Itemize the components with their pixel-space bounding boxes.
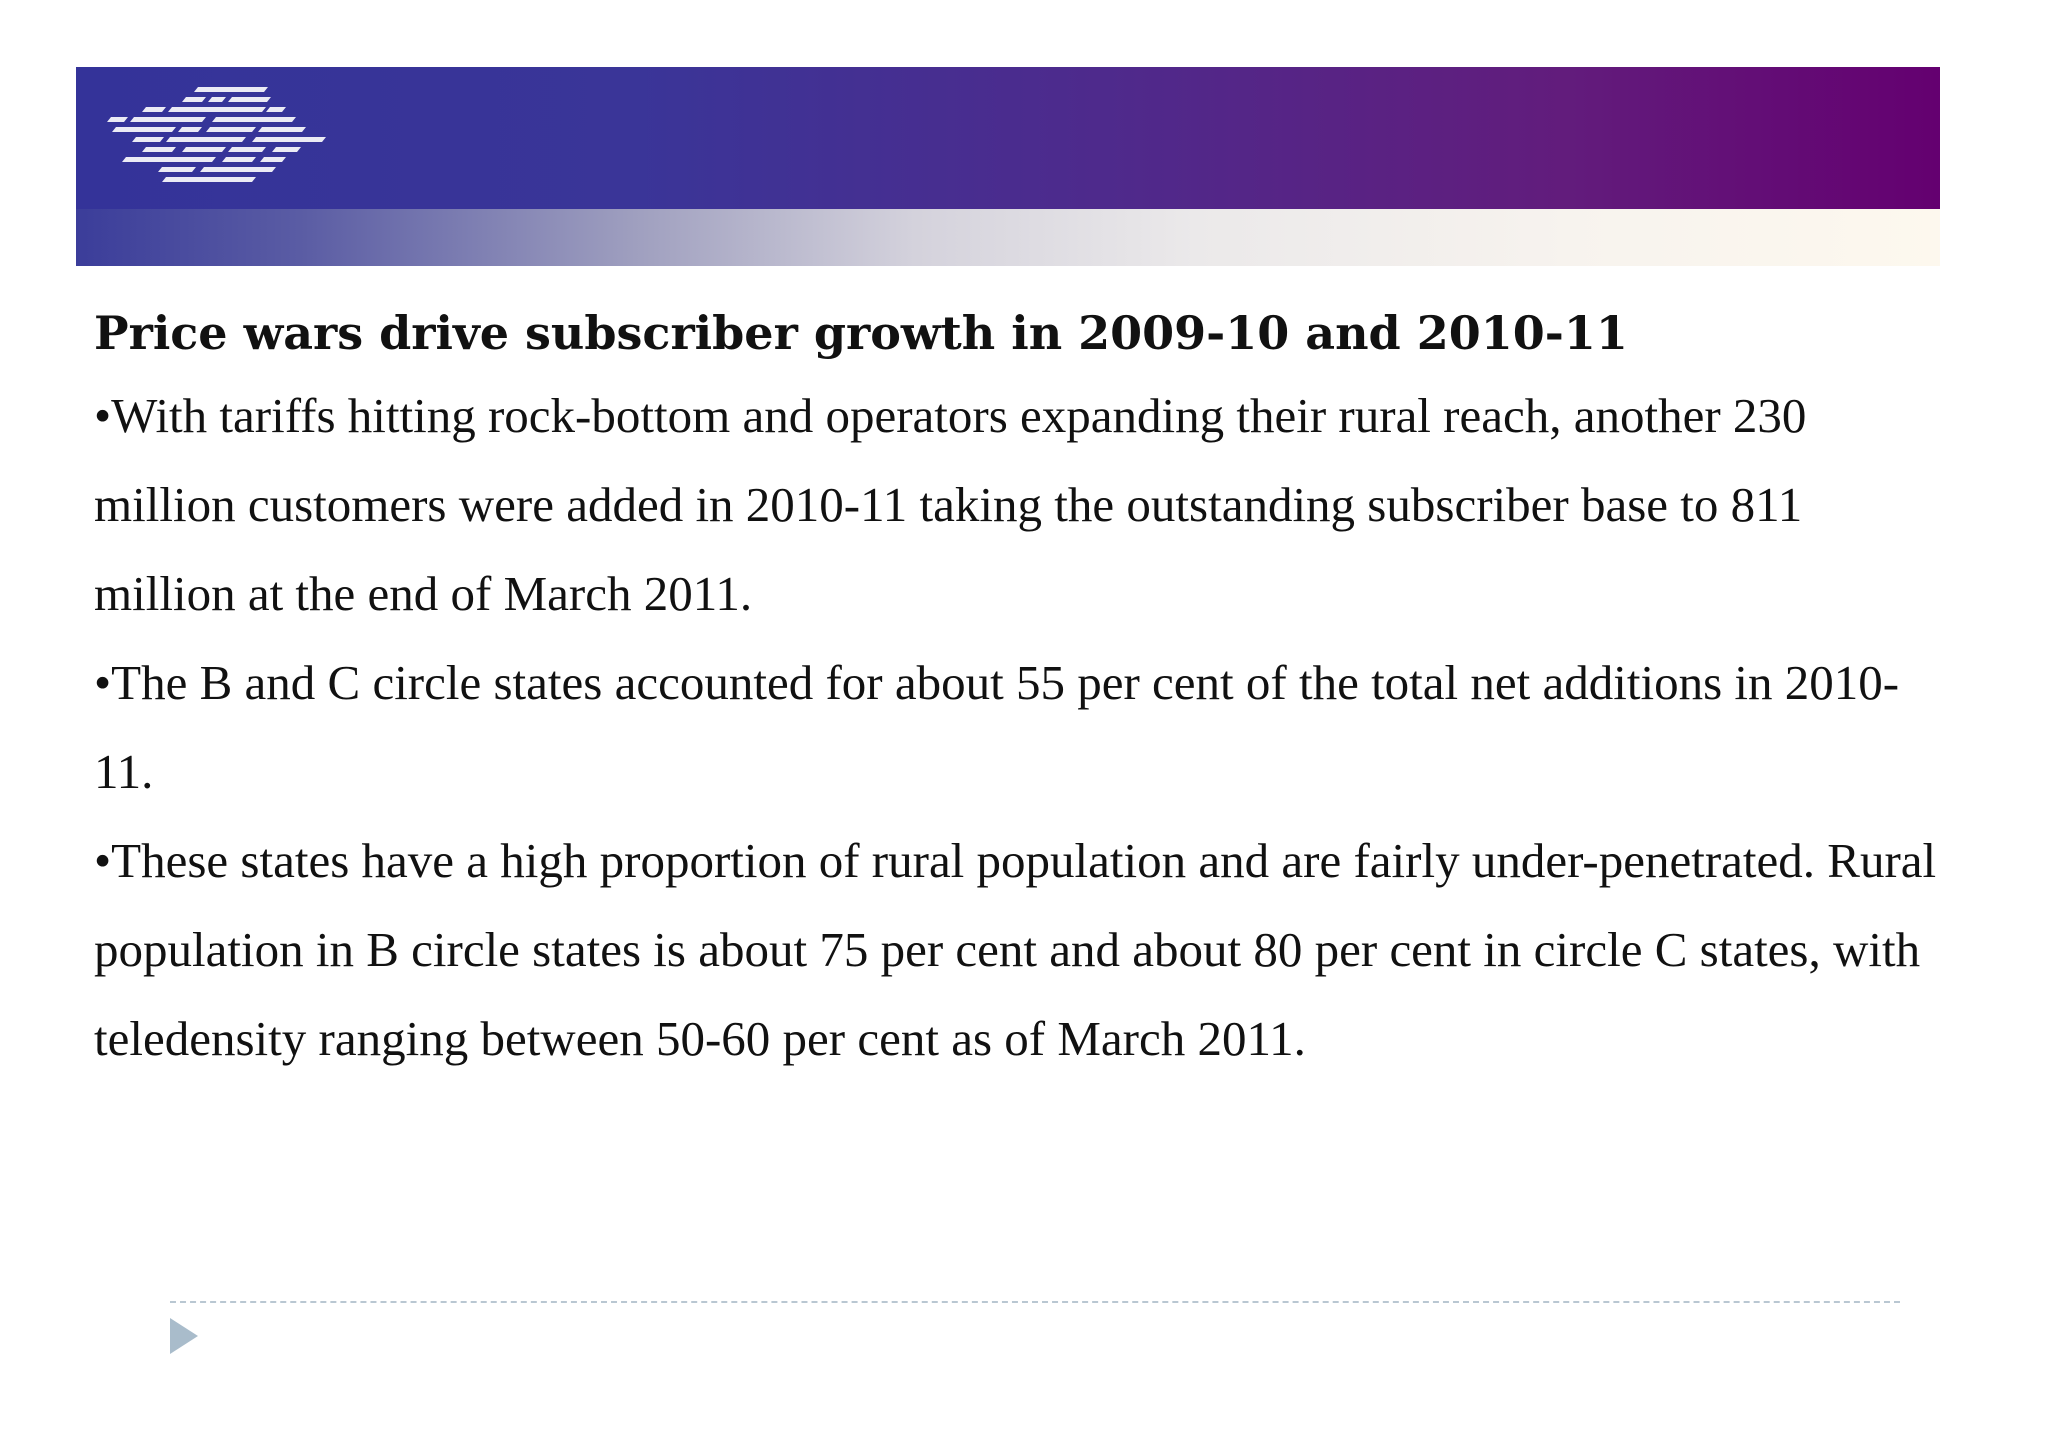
banner-fade-band xyxy=(76,209,1940,266)
slide-content xyxy=(94,295,1954,1083)
header-banner xyxy=(76,67,1940,266)
slide-title: Price wars drive subscriber growth in 2009-10 and 2010-11 xyxy=(94,306,1628,360)
banner-gradient-band xyxy=(76,67,1940,209)
bullet-circle-share: •The B and C circle states accounted for about 55 per cent of the total net additions in 2010-11. xyxy=(94,655,1900,799)
footer-divider xyxy=(170,1301,1900,1303)
bullet-rural-population: •These states have a high proportion of rural population and are fairly under-penetrated. Rural population in B circle states is about 75 per cent and about 80 per cent in circle C states, with teledensity ranging between 50-60 per cent as of March 2011. xyxy=(94,833,1937,1066)
striped-logo-icon xyxy=(106,87,336,197)
bullet-subscriber-growth: •With tariffs hitting rock-bottom and operators expanding their rural reach, another 230 million customers were added in 2010-11 taking the outstanding subscriber base to 811 million at the end of March 2011. xyxy=(94,388,1807,621)
triangle-right-icon xyxy=(170,1318,198,1354)
